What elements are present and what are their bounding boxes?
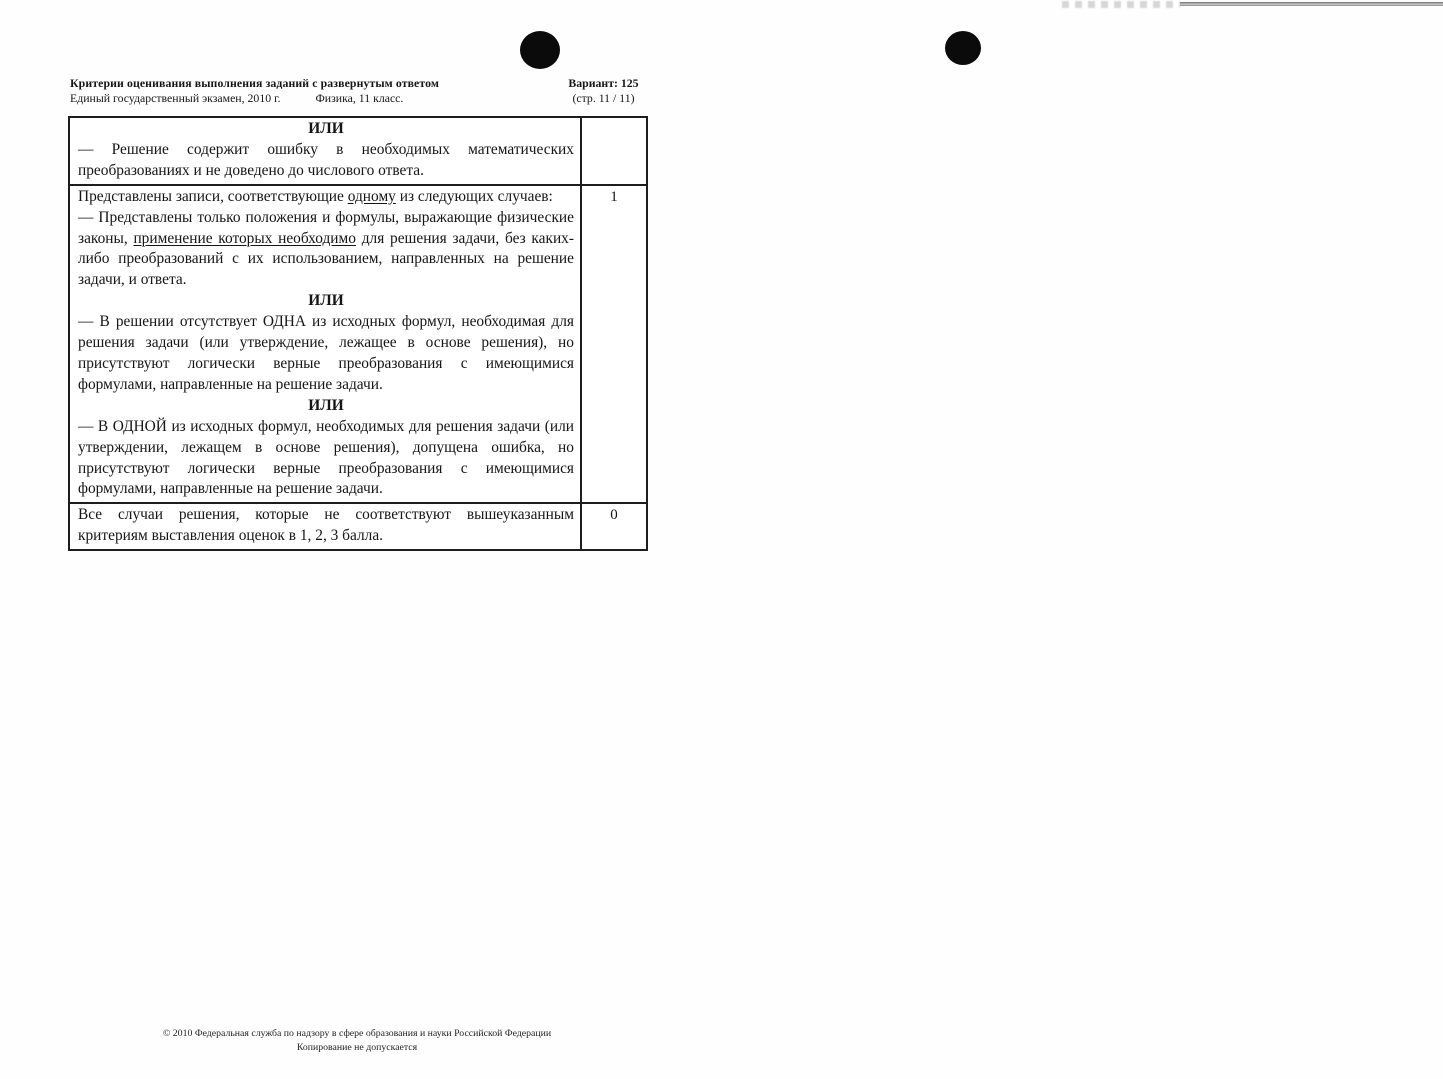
header-right-block — [557, 76, 650, 106]
text-segment: — Решение содержит ошибку в необходимых математических преобразованиях и не доведено до числового ответа. — [78, 140, 574, 179]
page-number: (стр. 11 / 11) — [572, 91, 635, 105]
punch-hole-mark-left — [520, 31, 560, 69]
criteria-text-cell — [69, 117, 581, 185]
criteria-table — [68, 116, 648, 551]
text-segment: из следующих случаев: — [395, 187, 553, 205]
criteria-row — [69, 117, 647, 185]
or-divider — [78, 396, 574, 417]
score-cell: 0 — [581, 503, 647, 550]
criteria-paragraph — [78, 187, 574, 208]
criteria-row — [69, 503, 647, 550]
criteria-paragraph — [78, 505, 574, 547]
criteria-text-cell — [69, 185, 581, 504]
underlined-phrase: одному — [347, 187, 396, 205]
scan-artifact-text — [1062, 1, 1180, 8]
subject-name: Физика, 11 класс. — [315, 91, 404, 105]
text-segment: Представлены записи, соответствующие — [78, 187, 348, 205]
criteria-paragraph — [78, 312, 574, 396]
score-cell: 1 — [581, 185, 647, 504]
text-segment: Все случаи решения, которые не соответствуют вышеуказанным критериям выставления оценок в 1, 2, 3 балла. — [78, 506, 574, 545]
exam-name: Единый государственный экзамен, 2010 г. — [70, 91, 281, 105]
criteria-paragraph — [78, 417, 574, 501]
criteria-title: Критерии оценивания выполнения заданий с развернутым ответом — [70, 76, 440, 90]
criteria-table-body — [69, 117, 647, 550]
punch-hole-mark-right — [945, 31, 981, 65]
underlined-phrase: применение которых необходимо — [133, 229, 356, 247]
criteria-row — [69, 185, 647, 504]
score-cell — [581, 117, 647, 185]
text-segment: — В решении отсутствует ОДНА из исходных формул, необходимая для решения задачи (или утверждение, лежащее в основе решения), но присутствуют логически верные преобразования с имеющимися формулами, направленные на решение задачи. — [78, 313, 574, 393]
text-segment: — В ОДНОЙ из исходных формул, необходимых для решения задачи (или утверждении, лежащем в основе решения), допущена ошибка, но присутствуют логически верные преобразования с имеющимися формулами, направленные на решение задачи. — [78, 417, 574, 498]
footer-notice: Копирование не допускается — [296, 1041, 418, 1053]
or-divider — [78, 291, 574, 312]
footer-copyright: © 2010 Федеральная служба по надзору в сфере образования и науки Российской Федерации — [162, 1028, 552, 1039]
criteria-paragraph — [78, 140, 574, 182]
text-segment: для решения задачи, без каких-либо преобразований с их использованием, направленных на решение задачи, и ответа. — [78, 229, 574, 289]
text-segment: — Представлены только положения и формулы, выражающие физические законы, — [78, 208, 574, 247]
header-left-block — [70, 76, 550, 106]
doc-footer — [68, 1027, 646, 1054]
text-segment: ИЛИ — [308, 396, 344, 414]
criteria-paragraph — [78, 208, 574, 292]
criteria-text-cell — [69, 503, 581, 550]
text-segment: ИЛИ — [308, 292, 344, 310]
or-divider — [78, 119, 574, 140]
text-segment: ИЛИ — [308, 120, 344, 137]
variant-label: Вариант: 125 — [568, 76, 639, 90]
header-subline — [70, 91, 550, 106]
scan-artifact-line — [1180, 2, 1443, 6]
